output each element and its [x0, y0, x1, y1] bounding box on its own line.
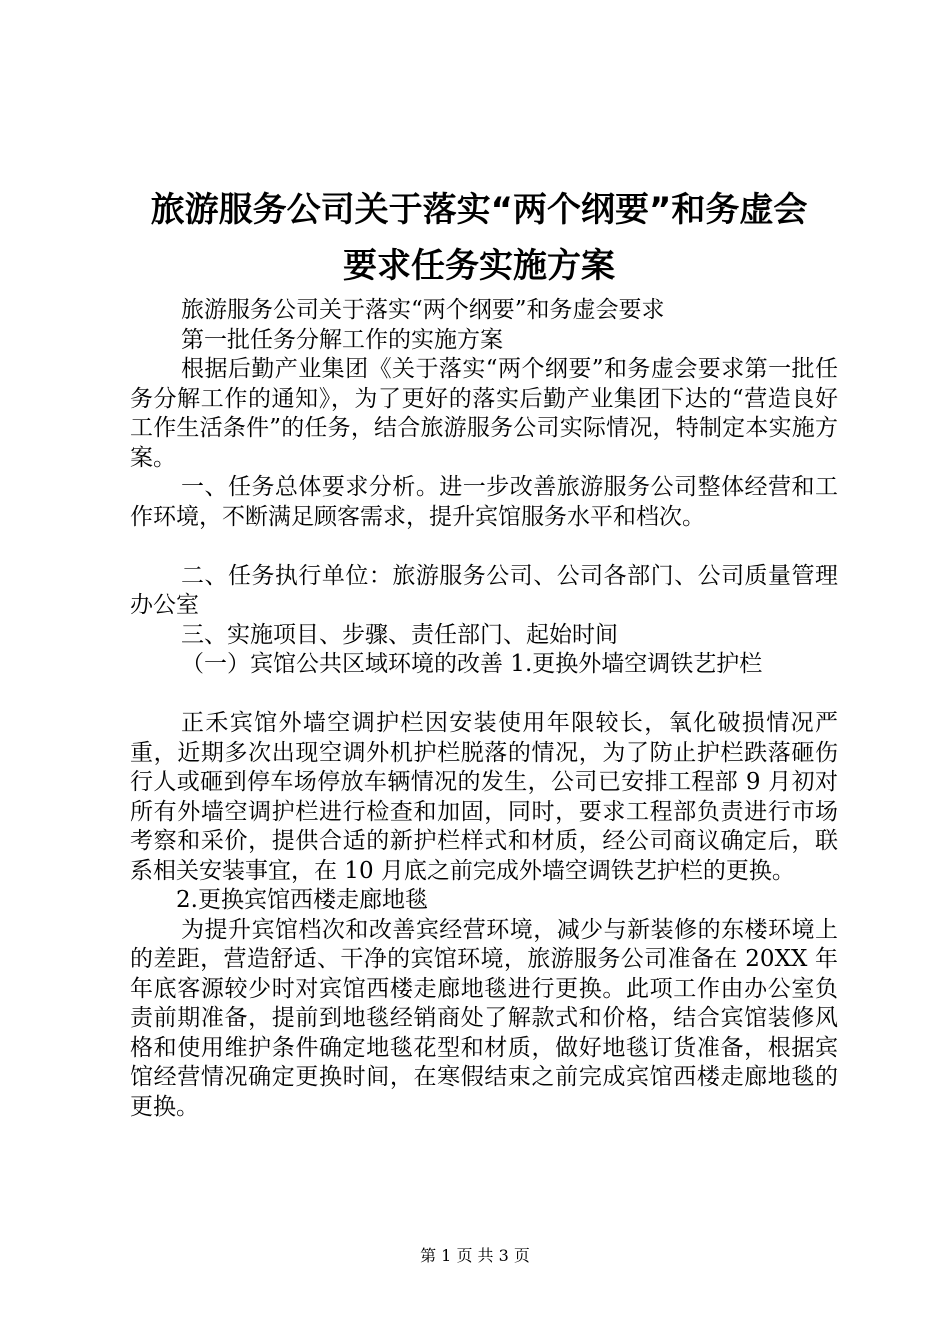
- document-title-line-1: 旅游服务公司关于落实“两个纲要”和务虚会: [150, 190, 808, 230]
- section-two-paragraph: 二、任务执行单位：旅游服务公司、公司各部门、公司质量管理办公室: [130, 562, 838, 618]
- subtitle-line-1: 旅游服务公司关于落实“两个纲要”和务虚会要求: [181, 297, 665, 323]
- document-body: [130, 296, 838, 1122]
- intro-paragraph: 根据后勤产业集团《关于落实“两个纲要”和务虚会要求第一批任务分解工作的通知》，为了更好的落实后勤产业集团下达的“营造良好工作生活条件”的任务，结合旅游服务公司实际情况，特制定本实施方案。: [130, 356, 838, 471]
- paragraph-gap: [130, 680, 838, 710]
- page-footer: 第 1 页 共 3 页: [420, 1246, 530, 1265]
- section-three-heading: 三、实施项目、步骤、责任部门、起始时间: [181, 621, 618, 648]
- subsection-one-heading: （一）宾馆公共区域环境的改善 1.更换外墙空调铁艺护栏: [181, 651, 763, 677]
- carpet-paragraph: 为提升宾馆档次和改善宾经营环境，减少与新装修的东楼环境上的差距，营造舒适、干净的宾馆环境，旅游服务公司准备在 20XX 年年底客源较少时对宾馆西楼走廊地毯进行更换。此项工作由办公室负责前期准备，提前到地毯经销商处了解款式和价格，结合宾馆装修风格和使用维护条件确定地毯花型和材质，做好地毯订货准备，根据宾馆经营情况确定更换时间，在寒假结束之前完成宾馆西楼走廊地毯的更换。: [130, 916, 838, 1120]
- subtitle-line-2: 第一批任务分解工作的实施方案: [181, 326, 503, 353]
- railing-paragraph: 正禾宾馆外墙空调护栏因安装使用年限较长，氧化破损情况严重，近期多次出现空调外机护栏脱落的情况，为了防止护栏跌落砸伤行人或砸到停车场停放车辆情况的发生，公司已安排工程部 9 月初对所有外墙空调护栏进行检查和加固，同时，要求工程部负责进行市场考察和采价，提供合适的新护栏样式和材质，经公司商议确定后，联系相关安装事宜，在 10 月底之前完成外墙空调铁艺护栏的更换。: [130, 710, 838, 884]
- section-one-paragraph: 一、任务总体要求分析。进一步改善旅游服务公司整体经营和工作环境，不断满足顾客需求，提升宾馆服务水平和档次。: [130, 474, 838, 530]
- item-two-heading: 2.更换宾馆西楼走廊地毯: [176, 887, 428, 913]
- document-title-line-2: 要求任务实施方案: [343, 246, 615, 286]
- paragraph-gap: [130, 532, 838, 562]
